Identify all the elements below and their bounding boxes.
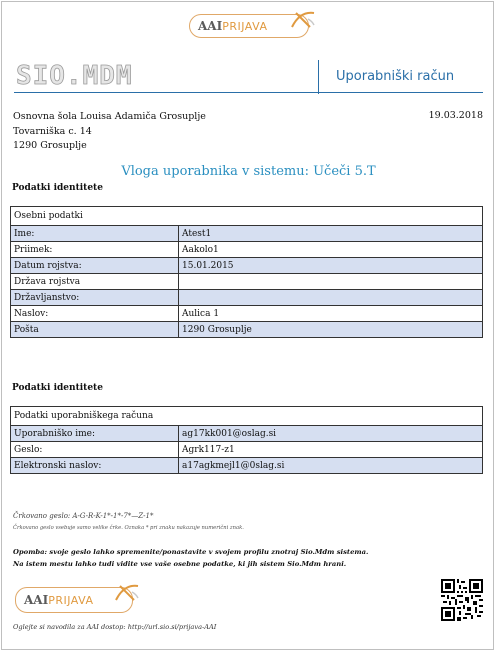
row-key: Ime: bbox=[11, 226, 179, 242]
page-title: Uporabniški račun bbox=[336, 69, 455, 84]
header-rule bbox=[14, 92, 483, 93]
spelled-password: Črkovano geslo: A-G-R-K-1*-1*-7*—Z-1* bbox=[13, 512, 154, 520]
aai-logo-text: AAI bbox=[198, 19, 223, 33]
row-key: Uporabniško ime: bbox=[11, 426, 179, 442]
row-value: 15.01.2015 bbox=[179, 258, 483, 274]
account-data-table bbox=[10, 406, 483, 474]
row-key: Naslov: bbox=[11, 306, 179, 322]
header-divider bbox=[318, 60, 319, 94]
table-row bbox=[11, 258, 483, 274]
aai-instructions-link: Oglejte si navodila za AAI dostop: http://url.sio.si/prijava-AAI bbox=[13, 623, 217, 631]
prijava-logo-text: PRIJAVA bbox=[48, 593, 94, 607]
section-label-identity-2: Podatki identitete bbox=[12, 383, 103, 393]
table-header-row bbox=[11, 207, 483, 226]
row-value: Aakolo1 bbox=[179, 242, 483, 258]
table-row bbox=[11, 322, 483, 338]
swoosh-icon bbox=[114, 582, 140, 604]
remark-line-2: Na istem mestu lahko tudi vidite vse vaše osebne podatke, ki jih sistem Sio.Mdm hrani. bbox=[13, 559, 347, 568]
school-city: 1290 Grosuplje bbox=[13, 140, 87, 151]
document-title: Vloga uporabnika v sistemu: Učeči 5.T bbox=[121, 164, 376, 179]
row-key: Državljanstvo: bbox=[11, 290, 179, 306]
spelled-password-explanation: Črkovano geslo vsebuje samo velike črke. Oznaka * pri znaku nakazuje numerični znak. bbox=[13, 525, 244, 531]
table-row bbox=[11, 458, 483, 474]
row-key: Država rojstva bbox=[11, 274, 179, 290]
table-row bbox=[11, 426, 483, 442]
table-row bbox=[11, 442, 483, 458]
table-row bbox=[11, 306, 483, 322]
row-value: ag17kk001@oslag.si bbox=[179, 426, 483, 442]
swoosh-icon bbox=[290, 9, 316, 31]
school-name: Osnovna šola Louisa Adamiča Grosuplje bbox=[13, 111, 206, 122]
prijava-logo-text: PRIJAVA bbox=[222, 19, 268, 33]
row-value: Agrk117-z1 bbox=[179, 442, 483, 458]
row-value: Aulica 1 bbox=[179, 306, 483, 322]
school-address bbox=[13, 110, 206, 154]
document-date: 19.03.2018 bbox=[428, 110, 483, 121]
remark-line-1: Opomba: svoje geslo lahko spremenite/ponastavite v svojem profilu znotraj Sio.Mdm sistema. bbox=[13, 548, 369, 556]
siomdm-logo bbox=[16, 64, 188, 92]
table-header-row bbox=[11, 407, 483, 426]
aai-logo-text: AAI bbox=[24, 593, 49, 607]
table-row bbox=[11, 226, 483, 242]
table-row bbox=[11, 274, 483, 290]
aai-prijava-logo-bottom bbox=[15, 587, 133, 613]
siomdm-logo-text: SIO.MDM bbox=[16, 64, 133, 88]
remark bbox=[13, 547, 368, 570]
row-key: Elektronski naslov: bbox=[11, 458, 179, 474]
row-key: Datum rojstva: bbox=[11, 258, 179, 274]
qr-code-icon bbox=[441, 579, 483, 621]
row-value: Atest1 bbox=[179, 226, 483, 242]
row-key: Geslo: bbox=[11, 442, 179, 458]
row-value: 1290 Grosuplje bbox=[179, 322, 483, 338]
school-street: Tovarniška c. 14 bbox=[13, 125, 92, 137]
row-value bbox=[179, 274, 483, 290]
row-key: Pošta bbox=[11, 322, 179, 338]
personal-data-table bbox=[10, 206, 483, 338]
aai-prijava-logo-top bbox=[189, 14, 309, 38]
table-row bbox=[11, 290, 483, 306]
row-key: Priimek: bbox=[11, 242, 179, 258]
siomdm-logo-graphic bbox=[16, 64, 188, 88]
table-header: Podatki uporabniškega računa bbox=[11, 407, 483, 426]
table-header: Osebni podatki bbox=[11, 207, 483, 226]
row-value bbox=[179, 290, 483, 306]
row-value: a17agkmejl1@0slag.si bbox=[179, 458, 483, 474]
section-label-identity: Podatki identitete bbox=[12, 183, 103, 193]
table-row bbox=[11, 242, 483, 258]
